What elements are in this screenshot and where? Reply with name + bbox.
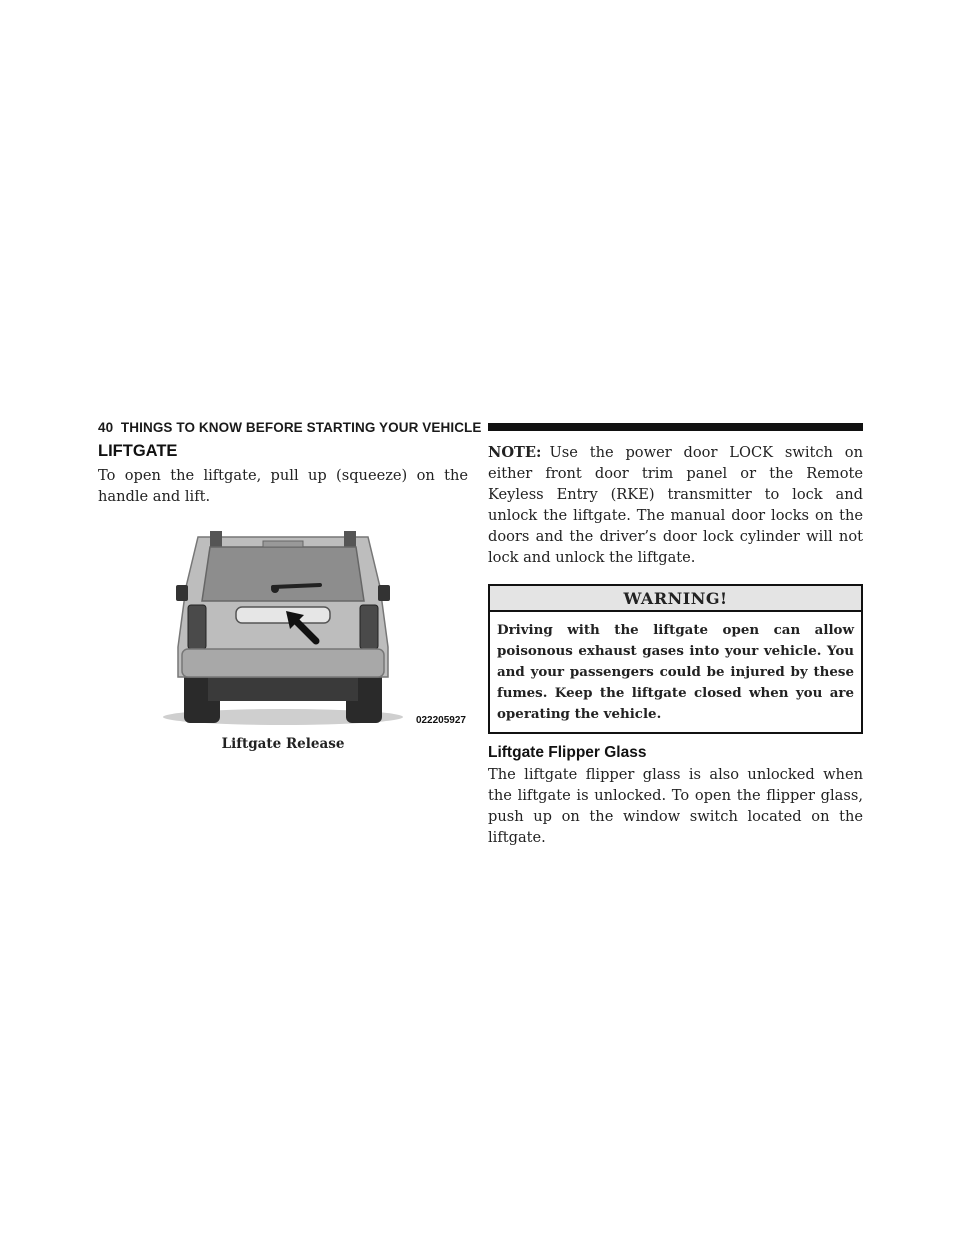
left-column bbox=[98, 442, 468, 752]
page-number: 40 bbox=[98, 419, 114, 435]
note-paragraph bbox=[488, 442, 863, 568]
figure-code: 022205927 bbox=[415, 715, 466, 726]
right-column bbox=[488, 442, 863, 848]
page-header-text bbox=[98, 420, 482, 435]
subsection-text: The liftgate flipper glass is also unlocked when the liftgate is unlocked. To open the flipper glass, push up on the window switch located on the liftgate. bbox=[488, 766, 863, 846]
running-header bbox=[98, 418, 863, 436]
liftgate-intro-text: To open the liftgate, pull up (squeeze) on the handle and lift. bbox=[98, 467, 468, 505]
header-rule bbox=[488, 423, 864, 431]
warning-box bbox=[488, 584, 863, 734]
vehicle-rear-illustration bbox=[98, 517, 468, 732]
note-text: Use the power door LOCK switch on either front door trim panel or the Remote Keyless Entry (RKE) transmitter to lock and unlock the liftgate. The manual door locks on the doors and the driver’s door lock cylinder will not lock and unlock the liftgate. bbox=[488, 444, 863, 566]
subsection-title: Liftgate Flipper Glass bbox=[488, 744, 647, 761]
note-label: NOTE: bbox=[488, 444, 542, 461]
section-title: LIFTGATE bbox=[98, 442, 178, 460]
figure-caption: Liftgate Release bbox=[221, 736, 345, 752]
running-title: THINGS TO KNOW BEFORE STARTING YOUR VEHICLE bbox=[120, 419, 482, 435]
liftgate-release-figure bbox=[98, 517, 468, 732]
warning-title: WARNING! bbox=[490, 586, 861, 612]
warning-text: Driving with the liftgate open can allow poisonous exhaust gases into your vehicle. You and your passengers could be injured by these fumes. Keep the liftgate closed when you are operating the vehicle. bbox=[497, 622, 854, 722]
